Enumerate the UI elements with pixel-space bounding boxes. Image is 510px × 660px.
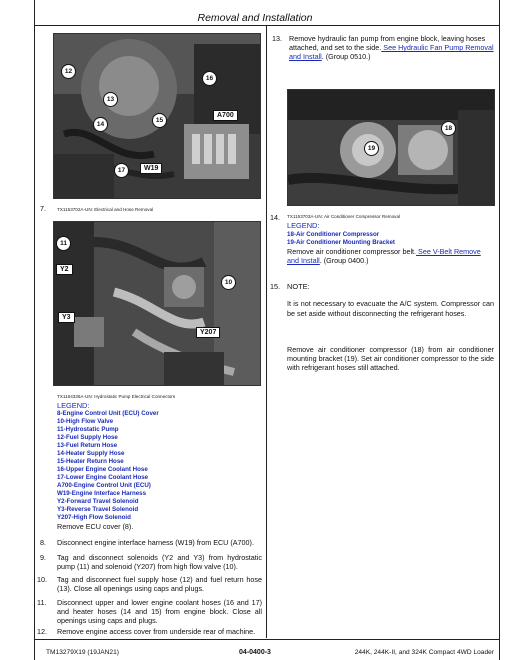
left-border	[34, 0, 35, 660]
legend-item: 19-Air Conditioner Mounting Bracket	[287, 239, 395, 246]
callout-13: 13	[103, 92, 118, 107]
legend-item: 18-Air Conditioner Compressor	[287, 231, 380, 238]
legend-item: 17-Lower Engine Coolant Hose	[57, 474, 149, 481]
column-divider	[266, 26, 267, 638]
step-15-number: 15.	[270, 282, 280, 291]
figure-1-caption: TX1153702A-UN: Electrical and Hose Removal	[57, 207, 154, 212]
footer-rule	[34, 639, 500, 640]
legend-item: 14-Heater Supply Hose	[57, 450, 125, 457]
header-rule	[34, 25, 500, 26]
step-13-text-before: Remove hydraulic fan pump from engine block, leaving hoses attached, and set to the side.	[289, 34, 486, 52]
link-hydraulic-fan-pump[interactable]: See Hydraulic Fan Pump Removal and Install	[289, 43, 494, 61]
callout-17: 17	[114, 163, 129, 178]
callout-w19: W19	[140, 163, 162, 174]
legend-item: 15-Heater Return Hose	[57, 458, 124, 465]
callout-18: 18	[441, 121, 456, 136]
legend-item: 13-Fuel Return Hose	[57, 442, 118, 449]
note-text: It is not necessary to evacuate the A/C system. Compressor can be set aside without disconnecting the refrigerant hoses.	[287, 299, 494, 318]
callout-y207: Y207	[196, 327, 220, 338]
step-9-text: Tag and disconnect solenoids (Y2 and Y3) from hydrostatic pump (11) and solenoid (Y207) from high flow valve (10).	[57, 553, 262, 571]
step-10-number: 10.	[37, 575, 47, 584]
footer-page-number: 04-0400-3	[239, 649, 271, 656]
right-border	[499, 0, 500, 660]
step-11-number: 11.	[37, 598, 47, 607]
step-13-number: 13.	[272, 34, 282, 43]
legend-item: A700-Engine Control Unit (ECU)	[57, 482, 151, 489]
footer-doc-id: TM13279X19 (19JAN21)	[46, 649, 119, 656]
step-9-number: 9.	[40, 553, 46, 562]
callout-a700: A700	[213, 110, 238, 121]
callout-y3: Y3	[58, 312, 75, 323]
figure-3-caption: TX1153703A-UN: Air Conditioner Compressor Removal	[287, 214, 401, 219]
legend-item: 12-Fuel Supply Hose	[57, 434, 118, 441]
link-v-belt[interactable]: See V-Belt Remove and Install	[287, 247, 481, 265]
step-7-text: Remove ECU cover (8).	[57, 522, 134, 531]
callout-11: 11	[56, 236, 71, 251]
legend-item: Y2-Forward Travel Solenoid	[57, 498, 139, 505]
callout-19: 19	[364, 141, 379, 156]
page-title: Removal and Installation	[197, 12, 313, 24]
callout-12: 12	[61, 64, 76, 79]
step-12-text: Remove engine access cover from underside rear of machine.	[57, 627, 256, 636]
callout-15: 15	[152, 113, 167, 128]
legend-item: 8-Engine Control Unit (ECU) Cover	[57, 410, 159, 417]
legend-item: Y3-Reverse Travel Solenoid	[57, 506, 139, 513]
legend-item: 10-High Flow Valve	[57, 418, 114, 425]
legend-item: Y207-High Flow Solenoid	[57, 514, 131, 521]
callout-y2: Y2	[56, 264, 73, 275]
figure-2-caption: TX1164336A-UN: Hydrostatic Pump Electrical Connectors	[57, 394, 176, 399]
step-14-text-before: Remove air conditioner compressor belt.	[287, 247, 417, 256]
step-12-number: 12.	[37, 627, 47, 636]
step-7-number: 7.	[40, 204, 46, 213]
callout-16: 16	[202, 71, 217, 86]
legend-item: 11-Hydrostatic Pump	[57, 426, 119, 433]
callout-10: 10	[221, 275, 236, 290]
step-14-text-after: . (Group 0400.)	[319, 256, 369, 265]
step-10-text: Tag and disconnect fuel supply hose (12) and fuel return hose (13). Close all openings using caps and plugs.	[57, 575, 262, 593]
step-8-text: Disconnect engine interface harness (W19) from ECU (A700).	[57, 538, 254, 547]
step-11-text: Disconnect upper and lower engine coolant hoses (16 and 17) and heater hoses (14 and 15) from engine block. Close all openings using caps and plugs.	[57, 598, 262, 625]
legend-title-right: LEGEND:	[287, 221, 320, 230]
step-14-text	[287, 247, 494, 265]
figure-hydrostatic-pump-connectors	[53, 221, 261, 386]
step-13-text	[289, 34, 494, 61]
legend-item: W19-Engine Interface Harness	[57, 490, 147, 497]
note-label: NOTE:	[287, 282, 310, 291]
step-14-number: 14.	[270, 213, 280, 222]
callout-14: 14	[93, 117, 108, 132]
step-13-text-after: . (Group 0510.)	[321, 52, 371, 61]
figure-ac-compressor-removal	[287, 89, 495, 206]
step-8-number: 8.	[40, 538, 46, 547]
legend-title-left: LEGEND:	[57, 401, 90, 410]
legend-item: 16-Upper Engine Coolant Hose	[57, 466, 148, 473]
step-15-text: Remove air conditioner compressor (18) from air conditioner mounting bracket (19). Set air conditioner compressor to the side with refrigerant hoses still attached.	[287, 345, 494, 372]
footer-product: 244K, 244K-II, and 324K Compact 4WD Loader	[354, 649, 494, 656]
